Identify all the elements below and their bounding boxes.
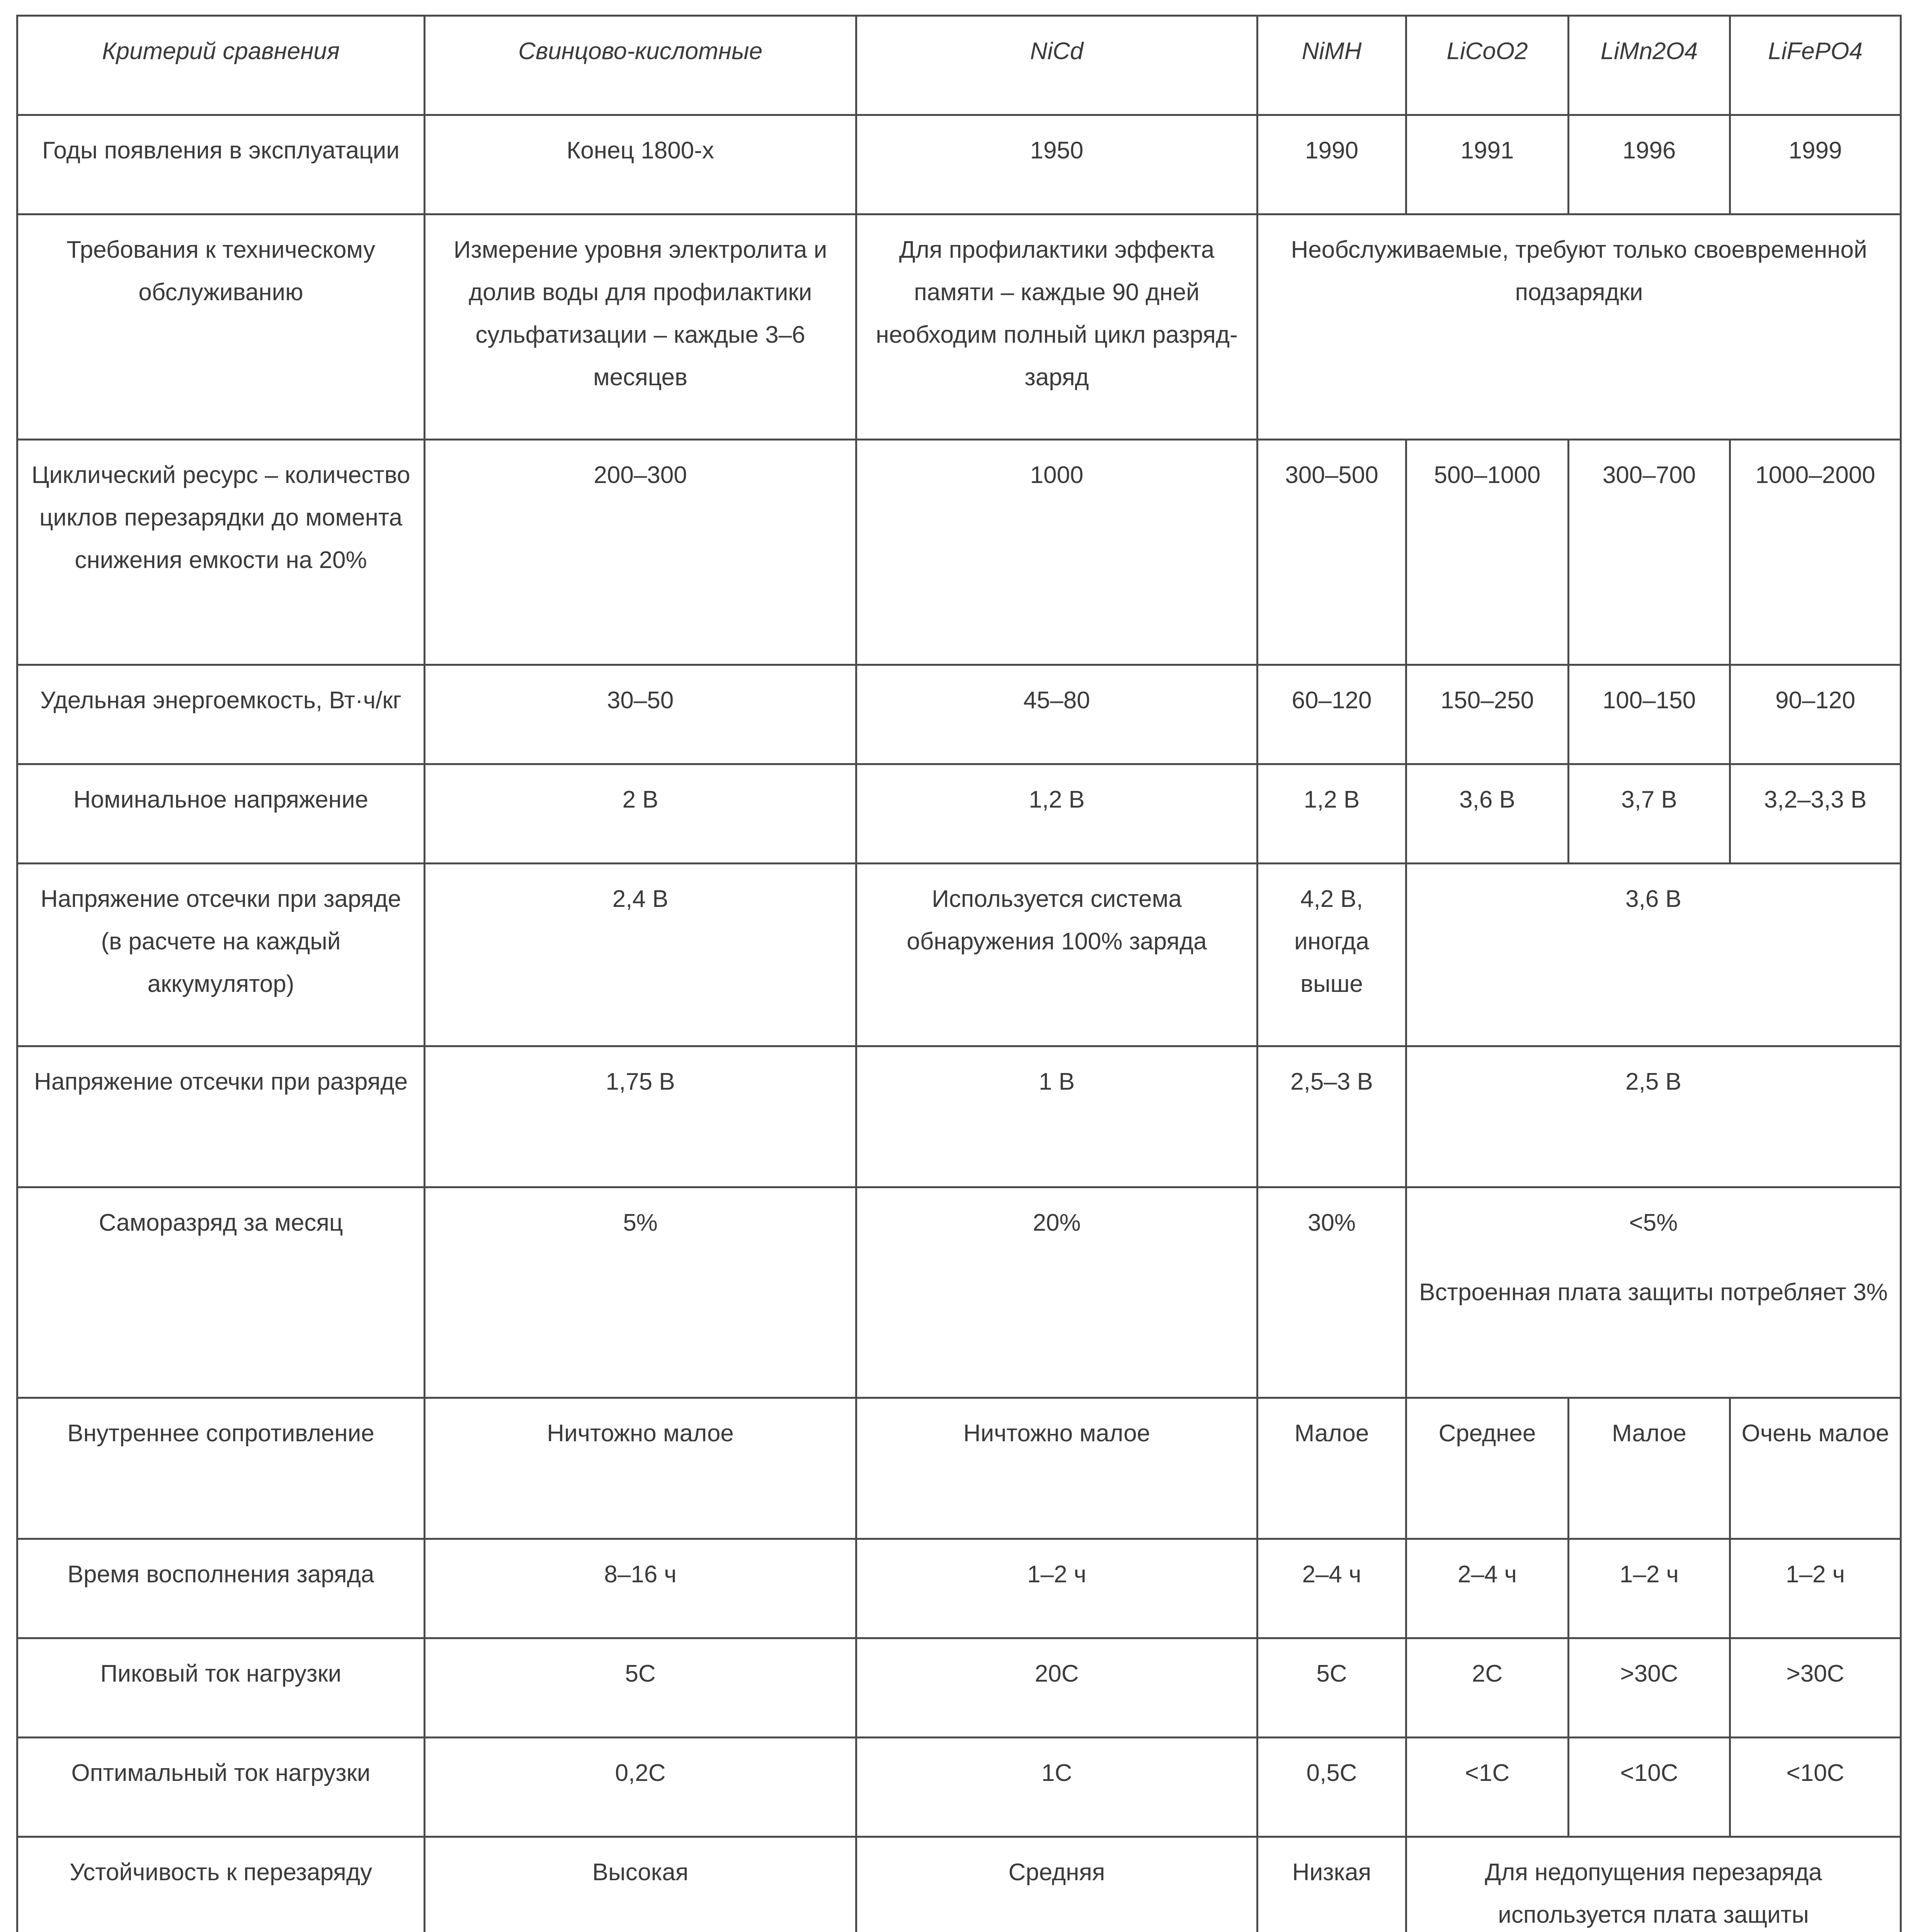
- lifepo4-cell: 1000–2000: [1730, 440, 1901, 665]
- lead-acid-cell: 2 В: [425, 764, 856, 864]
- lead-acid-cell: 1,75 В: [425, 1046, 856, 1187]
- table-row: [17, 1638, 1901, 1738]
- header-lead-acid: Свинцово-кислотные: [425, 16, 856, 115]
- nimh-cell: 0,5С: [1257, 1738, 1406, 1837]
- nicd-cell: 1 В: [856, 1046, 1257, 1187]
- lead-acid-cell: Конец 1800-х: [425, 115, 856, 214]
- lifepo4-cell: 1999: [1730, 115, 1901, 214]
- criterion-cell: Внутреннее сопротивление: [17, 1398, 425, 1539]
- licoo2-cell: 3,6 В: [1406, 764, 1569, 864]
- criterion-cell: Напряжение отсечки при разряде: [17, 1046, 425, 1187]
- criterion-cell: Время восполнения заряда: [17, 1539, 425, 1638]
- nicd-cell: Средняя: [856, 1837, 1257, 1932]
- lead-acid-cell: 5С: [425, 1638, 856, 1738]
- nimh-cell: Малое: [1257, 1398, 1406, 1539]
- licoo2-cell: 150–250: [1406, 665, 1569, 764]
- licoo2-cell: 2–4 ч: [1406, 1539, 1569, 1638]
- criterion-cell: Годы появления в эксплуатации: [17, 115, 425, 214]
- table-row: [17, 1837, 1901, 1932]
- licoo2-cell: <1С: [1406, 1738, 1569, 1837]
- lead-acid-cell: Высокая: [425, 1837, 856, 1932]
- criterion-cell: Требования к техническому обслуживанию: [17, 214, 425, 440]
- licoo2-cell: Среднее: [1406, 1398, 1569, 1539]
- header-limn2o4: LiMn2O4: [1569, 16, 1730, 115]
- table-row: [17, 214, 1901, 440]
- nicd-cell: 1–2 ч: [856, 1539, 1257, 1638]
- nicd-cell: 1,2 В: [856, 764, 1257, 864]
- licoo2-cell: 500–1000: [1406, 440, 1569, 665]
- table-row: [17, 665, 1901, 764]
- li-merged-cell: 3,6 В: [1406, 864, 1901, 1046]
- lifepo4-cell: <10С: [1730, 1738, 1901, 1837]
- li-merged-cell: [1406, 1187, 1901, 1398]
- lead-acid-cell: 200–300: [425, 440, 856, 665]
- limn2o4-cell: 300–700: [1569, 440, 1730, 665]
- nicd-cell: Ничтожно малое: [856, 1398, 1257, 1539]
- limn2o4-cell: >30С: [1569, 1638, 1730, 1738]
- table-row: [17, 1398, 1901, 1539]
- lifepo4-cell: 3,2–3,3 В: [1730, 764, 1901, 864]
- table-row: [17, 1046, 1901, 1187]
- nimh-cell: 30%: [1257, 1187, 1406, 1398]
- nicd-cell: Для профилактики эффекта памяти – каждые 90 дней необходим полный цикл разряд-заряд: [856, 214, 1257, 440]
- nimh-cell: 1,2 В: [1257, 764, 1406, 864]
- criterion-cell: Напряжение отсечки при заряде (в расчете на каждый аккумулятор): [17, 864, 425, 1046]
- criterion-cell: Номинальное напряжение: [17, 764, 425, 864]
- nicd-cell: 20%: [856, 1187, 1257, 1398]
- battery-comparison-table: [16, 15, 1902, 1932]
- nimh-cell: 1990: [1257, 115, 1406, 214]
- li-protection-note: Встроенная плата защиты потребляет 3%: [1419, 1279, 1888, 1306]
- lifepo4-cell: 90–120: [1730, 665, 1901, 764]
- limn2o4-cell: 1–2 ч: [1569, 1539, 1730, 1638]
- criterion-cell: Удельная энергоемкость, Вт·ч/кг: [17, 665, 425, 764]
- lead-acid-cell: 5%: [425, 1187, 856, 1398]
- nicd-cell: 1950: [856, 115, 1257, 214]
- nimh-cell: 5С: [1257, 1638, 1406, 1738]
- nicd-cell: Используется система обнаружения 100% заряда: [856, 864, 1257, 1046]
- lead-acid-cell: Измерение уровня электролита и долив воды для профилактики сульфатизации – каждые 3–6 месяцев: [425, 214, 856, 440]
- lead-acid-cell: 30–50: [425, 665, 856, 764]
- header-nicd: NiCd: [856, 16, 1257, 115]
- limn2o4-cell: <10С: [1569, 1738, 1730, 1837]
- table-header-row: [17, 16, 1901, 115]
- limn2o4-cell: Малое: [1569, 1398, 1730, 1539]
- table-row: [17, 440, 1901, 665]
- criterion-cell: Циклический ресурс – количество циклов перезарядки до момента снижения емкости на 20%: [17, 440, 425, 665]
- lifepo4-cell: Очень малое: [1730, 1398, 1901, 1539]
- header-licoo2: LiCoO2: [1406, 16, 1569, 115]
- header-nimh: NiMH: [1257, 16, 1406, 115]
- lifepo4-cell: 1–2 ч: [1730, 1539, 1901, 1638]
- table-row: [17, 115, 1901, 214]
- licoo2-cell: 1991: [1406, 115, 1569, 214]
- nimh-cell: 4,2 В, иногда выше: [1257, 864, 1406, 1046]
- nicd-cell: 1С: [856, 1738, 1257, 1837]
- nicd-cell: 20С: [856, 1638, 1257, 1738]
- header-lifepo4: LiFePO4: [1730, 16, 1901, 115]
- criterion-cell: Устойчивость к перезаряду: [17, 1837, 425, 1932]
- lead-acid-cell: 8–16 ч: [425, 1539, 856, 1638]
- nicd-cell: 1000: [856, 440, 1257, 665]
- table-row: [17, 1539, 1901, 1638]
- table-row: [17, 764, 1901, 864]
- header-criterion: Критерий сравнения: [17, 16, 425, 115]
- licoo2-cell: 2С: [1406, 1638, 1569, 1738]
- table-row: [17, 864, 1901, 1046]
- nimh-cell: 2,5–3 В: [1257, 1046, 1406, 1187]
- li-merged-cell: 2,5 В: [1406, 1046, 1901, 1187]
- criterion-cell: Саморазряд за месяц: [17, 1187, 425, 1398]
- nimh-cell: Низкая: [1257, 1837, 1406, 1932]
- nimh-cell: 60–120: [1257, 665, 1406, 764]
- criterion-cell: Оптимальный ток нагрузки: [17, 1738, 425, 1837]
- nicd-cell: 45–80: [856, 665, 1257, 764]
- limn2o4-cell: 3,7 В: [1569, 764, 1730, 864]
- nimh-li-merged-cell: Необслуживаемые, требуют только своевременной подзарядки: [1257, 214, 1901, 440]
- nimh-cell: 300–500: [1257, 440, 1406, 665]
- lead-acid-cell: Ничтожно малое: [425, 1398, 856, 1539]
- limn2o4-cell: 1996: [1569, 115, 1730, 214]
- li-merged-cell: Для недопущения перезаряда используется плата защиты: [1406, 1837, 1901, 1932]
- lead-acid-cell: 2,4 В: [425, 864, 856, 1046]
- li-self-discharge-value: <5%: [1629, 1209, 1678, 1236]
- table-row: [17, 1738, 1901, 1837]
- lead-acid-cell: 0,2С: [425, 1738, 856, 1837]
- criterion-cell: Пиковый ток нагрузки: [17, 1638, 425, 1738]
- nimh-cell: 2–4 ч: [1257, 1539, 1406, 1638]
- lifepo4-cell: >30С: [1730, 1638, 1901, 1738]
- limn2o4-cell: 100–150: [1569, 665, 1730, 764]
- table-row: [17, 1187, 1901, 1398]
